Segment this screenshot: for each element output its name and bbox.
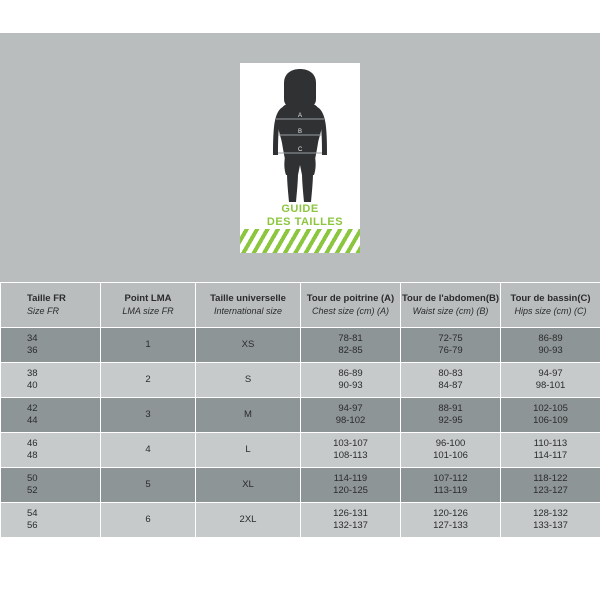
table-body [1,328,600,538]
cell-point-lma: 3 [101,398,196,433]
cell-chest-a: 94-97 [338,403,363,414]
header-taille-fr-sub: Size FR [27,306,60,316]
table-row [1,433,600,468]
cell-hips-a: 110-113 [533,438,568,449]
cell-taille-fr-a: 54 [27,508,38,519]
female-body-measurement-figure-icon [240,69,360,204]
cell-taille-universelle: S [196,363,301,398]
cell-chest [301,468,401,503]
cell-waist-b: 127-133 [433,520,468,531]
cell-point-lma: 2 [101,363,196,398]
table-row [1,468,600,503]
header-point-lma-sub: LMA size FR [122,306,174,316]
cell-taille-fr-b: 56 [27,520,38,531]
cell-taille-fr-a: 46 [27,438,38,449]
cell-hips-a: 102-105 [533,403,568,414]
cell-taille-fr [1,433,101,468]
cell-taille-fr-a: 38 [27,368,38,379]
header-tour-de-abdomen-title: Tour de l'abdomen(B) [401,293,500,304]
cell-taille-fr-a: 42 [27,403,38,414]
cell-chest-a: 114-119 [333,473,368,484]
header-taille-universelle-title: Taille universelle [210,293,286,304]
cell-taille-universelle: XL [196,468,301,503]
cell-hips [501,433,600,468]
cell-taille-fr-a: 34 [27,333,38,344]
cell-waist [401,503,501,538]
cell-chest-b: 120-125 [333,485,368,496]
cell-chest [301,363,401,398]
cell-chest-a: 86-89 [338,368,363,379]
cell-waist-b: 92-95 [438,415,463,426]
cell-waist [401,468,501,503]
cell-waist-a: 107-112 [433,473,468,484]
cell-waist-a: 88-91 [438,403,463,414]
header-tour-de-poitrine [301,283,401,328]
cell-hips-b: 90-93 [538,345,563,356]
cell-chest-b: 90-93 [338,380,363,391]
header-tour-de-bassin [501,283,600,328]
cell-waist [401,433,501,468]
header-taille-fr [1,283,101,328]
cell-taille-universelle: XS [196,328,301,363]
cell-chest [301,398,401,433]
hero-banner [0,33,600,282]
cell-waist-a: 120-126 [433,508,468,519]
svg-text:A: A [298,112,303,119]
cell-point-lma: 6 [101,503,196,538]
cell-taille-fr-b: 40 [27,380,38,391]
size-guide-card [240,63,360,253]
cell-hips [501,468,600,503]
cell-waist-a: 72-75 [438,333,463,344]
cell-waist-b: 76-79 [438,345,463,356]
cell-hips-a: 118-122 [533,473,568,484]
cell-chest [301,503,401,538]
cell-hips-b: 114-117 [533,450,568,461]
header-taille-fr-title: Taille FR [27,293,66,304]
header-taille-universelle-sub: International size [213,306,283,316]
cell-chest-a: 78-81 [338,333,363,344]
cell-hips-b: 98-101 [535,380,566,391]
size-table [0,282,600,538]
table-row [1,328,600,363]
cell-taille-fr [1,468,101,503]
guide-title [240,203,360,229]
cell-chest-a: 103-107 [333,438,368,449]
cell-hips-b: 133-137 [533,520,568,531]
header-taille-universelle [196,283,301,328]
cell-chest-b: 132-137 [333,520,368,531]
header-point-lma-title: Point LMA [124,293,172,304]
cell-hips-a: 94-97 [538,368,563,379]
cell-taille-fr [1,398,101,433]
cell-hips [501,398,600,433]
cell-point-lma: 4 [101,433,196,468]
decorative-stripes [240,229,360,253]
cell-hips [501,503,600,538]
size-table-container [0,282,600,538]
cell-chest-b: 82-85 [338,345,363,356]
guide-title-line1: GUIDE [281,202,319,215]
table-row [1,398,600,433]
cell-waist-b: 84-87 [438,380,463,391]
header-tour-de-abdomen [401,283,501,328]
cell-taille-fr-b: 44 [27,415,38,426]
table-header [1,283,600,328]
cell-waist [401,398,501,433]
cell-taille-fr-b: 36 [27,345,38,356]
cell-taille-fr-b: 52 [27,485,38,496]
cell-taille-universelle: 2XL [196,503,301,538]
cell-taille-fr [1,328,101,363]
cell-hips-a: 128-132 [533,508,568,519]
svg-text:C: C [298,146,303,153]
cell-waist [401,363,501,398]
table-row [1,363,600,398]
cell-taille-universelle: M [196,398,301,433]
cell-chest-a: 126-131 [333,508,368,519]
svg-text:B: B [298,128,303,135]
cell-hips-b: 106-109 [533,415,568,426]
header-tour-de-bassin-title: Tour de bassin(C) [510,293,591,304]
cell-waist-b: 113-119 [433,485,468,496]
cell-waist-b: 101-106 [433,450,468,461]
cell-chest-b: 98-102 [335,415,366,426]
cell-waist-a: 96-100 [435,438,466,449]
header-tour-de-bassin-sub: Hips size (cm) (C) [514,306,587,316]
cell-hips [501,328,600,363]
table-row [1,503,600,538]
cell-chest [301,433,401,468]
cell-hips-b: 123-127 [533,485,568,496]
cell-waist [401,328,501,363]
header-point-lma [101,283,196,328]
cell-waist-a: 80-83 [438,368,463,379]
cell-hips [501,363,600,398]
cell-taille-fr [1,503,101,538]
cell-point-lma: 1 [101,328,196,363]
header-row [1,283,600,328]
cell-point-lma: 5 [101,468,196,503]
cell-taille-fr-a: 50 [27,473,38,484]
cell-chest [301,328,401,363]
header-tour-de-poitrine-sub: Chest size (cm) (A) [311,306,389,316]
cell-hips-a: 86-89 [538,333,563,344]
header-tour-de-abdomen-sub: Waist size (cm) (B) [412,306,489,316]
guide-title-line2: DES TAILLES [266,215,344,228]
cell-taille-fr-b: 48 [27,450,38,461]
header-tour-de-poitrine-title: Tour de poitrine (A) [306,293,395,304]
cell-chest-b: 108-113 [333,450,368,461]
cell-taille-universelle: L [196,433,301,468]
cell-taille-fr [1,363,101,398]
